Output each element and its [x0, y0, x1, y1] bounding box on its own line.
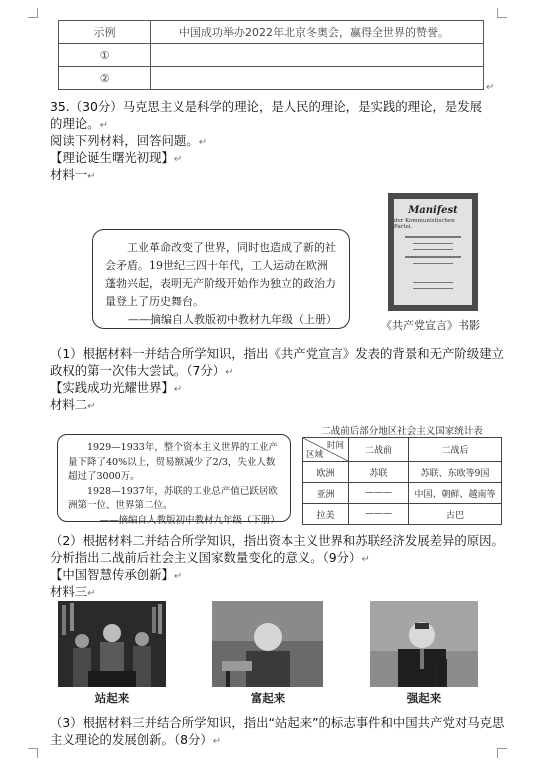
- section-heading-3: 【中国智慧传承创新】↵: [50, 567, 183, 582]
- table-cell-content[interactable]: [151, 67, 484, 90]
- section-heading-2: 【实践成功光耀世界】↵: [50, 380, 183, 395]
- photo-getting-strong: [370, 601, 478, 687]
- photo-caption-2: 富起来: [250, 691, 286, 705]
- crop-mark-top-left: [28, 8, 38, 18]
- stats-region: 亚洲: [303, 483, 349, 504]
- manifesto-caption: 《共产党宣言》书影: [381, 319, 480, 332]
- stats-before: ———: [349, 504, 409, 525]
- section-heading-1: 【理论诞生曙光初现】↵: [50, 150, 183, 165]
- material-2-label: 材料二↵: [50, 397, 96, 412]
- table-row: [303, 438, 502, 462]
- stats-header-time: 时间: [326, 441, 344, 451]
- answer-table: [58, 20, 484, 90]
- material-2-paragraph-1: 1929—1933年，整个资本主义世界的工业产量下降了40%以上，贸易额减少了2/3，失业人数超过了3000万。: [68, 442, 278, 482]
- table-row: [303, 504, 502, 525]
- table-cell-label: ②: [59, 67, 151, 90]
- table-row: [303, 483, 502, 504]
- stats-after: 苏联、东欧等9国: [409, 462, 502, 483]
- stats-col-after: 二战后: [409, 438, 502, 462]
- question-35-line2: 的理论。↵: [50, 116, 108, 131]
- material-1-textbox: [92, 229, 350, 329]
- question-1: （1）根据材料一并结合所学知识，指出《共产党宣言》发表的背景和无产阶级建立政权的第一次伟大尝试。（7分）↵: [50, 346, 504, 378]
- question-35-line1: 35.（30分）马克思主义是科学的理论，是人民的理论，是实践的理论，是发展: [50, 99, 482, 114]
- crop-mark-top-right: [497, 8, 507, 18]
- return-mark: ↵: [486, 82, 495, 93]
- stats-after: 古巴: [409, 504, 502, 525]
- material-1-label: 材料一↵: [50, 167, 96, 182]
- question-2: （2）根据材料二并结合所学知识，指出资本主义世界和苏联经济发展差异的原因。分析指出二战前后社会主义国家数量变化的意义。（9分）↵: [50, 533, 504, 565]
- crop-mark-bottom-left: [28, 748, 38, 758]
- table-row: [59, 67, 484, 90]
- manifesto-book-cover-image: [388, 193, 478, 311]
- material-2-textbox: [57, 434, 291, 526]
- table-cell-content: 中国成功举办2022年北京冬奥会，赢得全世界的赞誉。: [151, 21, 484, 44]
- photo-caption-1: 站起来: [94, 691, 130, 705]
- table-cell-label: ①: [59, 44, 151, 67]
- table-cell-label: 示例: [59, 21, 151, 44]
- stats-table: [302, 437, 502, 525]
- question-3: （3）根据材料三并结合所学知识，指出“站起来”的标志事件和中国共产党对马克思主义理论的发展创新。（8分）↵: [50, 715, 505, 747]
- stats-before: 苏联: [349, 462, 409, 483]
- stats-region: 欧洲: [303, 462, 349, 483]
- table-cell-content[interactable]: [151, 44, 484, 67]
- material-3-label: 材料三↵: [50, 584, 96, 599]
- stats-col-before: 二战前: [349, 438, 409, 462]
- material-2-source: ——摘编自人教版初中教材九年级（下册）: [99, 514, 280, 526]
- material-1-source: ——摘编自人教版初中教材九年级（上册）: [128, 313, 337, 326]
- material-1-text: 工业革命改变了世界，同时也造成了新的社会矛盾。19世纪三四十年代，工人运动在欧洲蓬勃兴起，表明无产阶级开始作为独立的政治力量登上了历史舞台。: [105, 241, 336, 308]
- material-2-paragraph-2: 1928—1937年，苏联的工业总产值已跃居欧洲第一位、世界第二位。: [68, 485, 278, 511]
- stats-header-region: 区域: [306, 450, 324, 460]
- table-row: [59, 44, 484, 67]
- photo-standing-up: [58, 601, 166, 687]
- photo-caption-3: 强起来: [406, 691, 442, 705]
- manifesto-title: Manifest: [408, 205, 458, 216]
- photo-getting-rich: [212, 601, 323, 687]
- table-row: [59, 21, 484, 44]
- stats-table-title: 二战前后部分地区社会主义国家统计表: [321, 426, 483, 437]
- instruction: 阅读下列材料，回答问题。↵: [50, 133, 208, 148]
- table-row: [303, 462, 502, 483]
- stats-after: 中国、朝鲜、越南等: [409, 483, 502, 504]
- stats-before: ———: [349, 483, 409, 504]
- stats-header-diagonal: [303, 438, 349, 462]
- manifesto-subtitle: der Kommunistischen Partei.: [394, 218, 455, 230]
- stats-region: 拉美: [303, 504, 349, 525]
